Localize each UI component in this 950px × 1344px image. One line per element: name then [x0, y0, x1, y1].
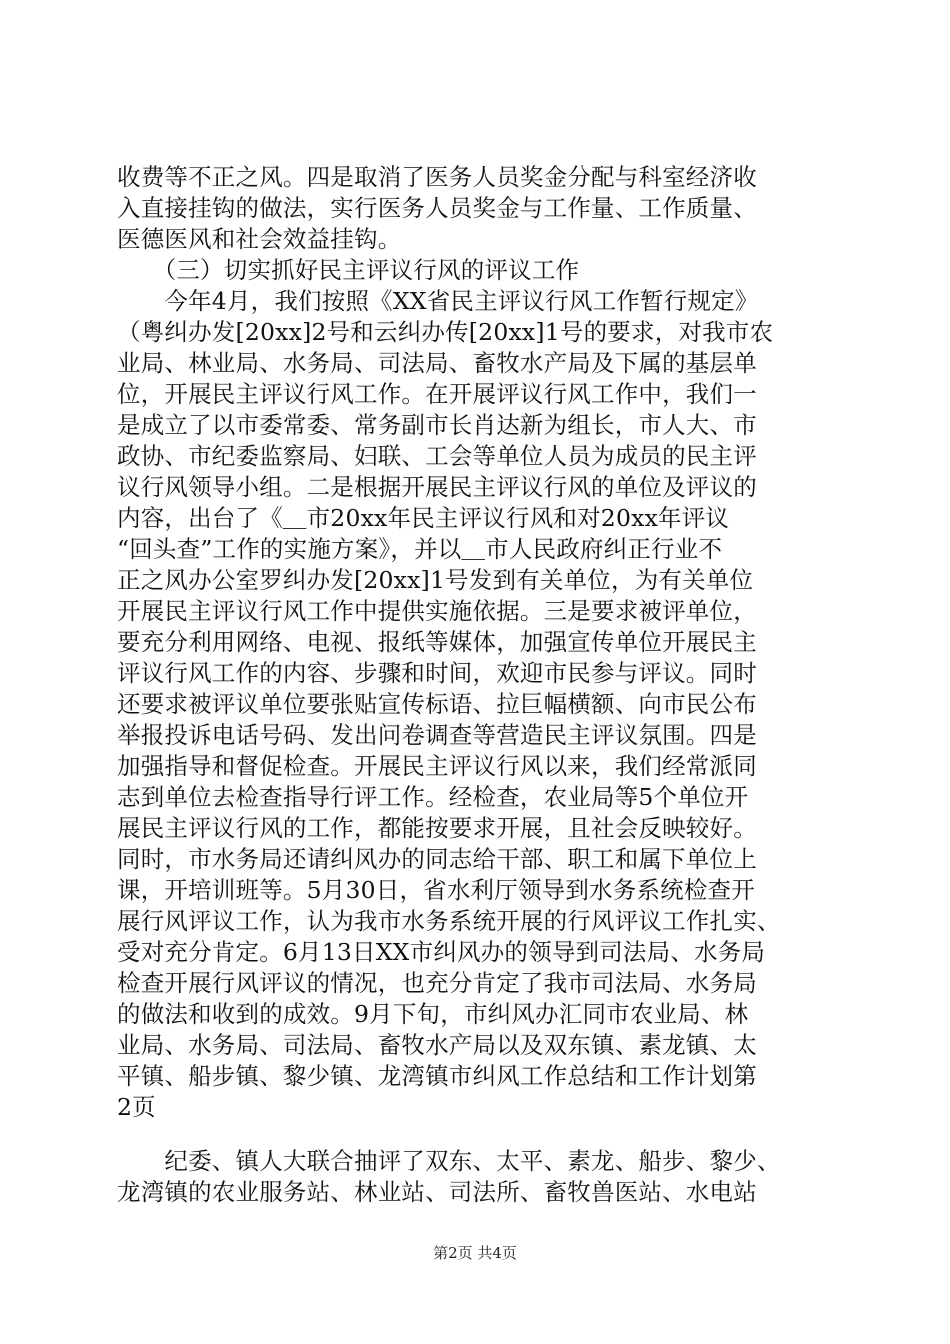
- text-line: 的做法和收到的成效。9月下旬，市纠风办汇同市农业局、林: [117, 1000, 749, 1028]
- text-line: 加强指导和督促检查。开展民主评议行风以来，我们经常派同: [117, 752, 757, 780]
- text-line: 业局、水务局、司法局、畜牧水产局以及双东镇、素龙镇、太: [117, 1031, 757, 1059]
- text-line: 还要求被评议单位要张贴宣传标语、拉巨幅横额、向市民公布: [117, 690, 757, 718]
- text-line: 是成立了以市委常委、常务副市长肖达新为组长，市人大、市: [117, 411, 757, 439]
- text-line: 同时，市水务局还请纠风办的同志给干部、职工和属下单位上: [117, 845, 757, 873]
- text-line: 志到单位去检查指导行评工作。经检查，农业局等5个单位开: [117, 783, 749, 811]
- text-block-1: [117, 162, 837, 1123]
- text-line: 纪委、镇人大联合抽评了双东、太平、素龙、船步、黎少、: [117, 1147, 781, 1175]
- text-line: 开展民主评议行风工作中提供实施依据。三是要求被评单位，: [117, 597, 757, 625]
- paragraph-gap: [117, 1123, 837, 1146]
- text-line: 正之风办公室罗纠办发[20xx]1号发到有关单位，为有关单位: [117, 566, 754, 594]
- text-line: 内容，出台了《＿市20xx年民主评议行风和对20xx年评议: [117, 504, 730, 532]
- text-line: 要充分利用网络、电视、报纸等媒体，加强宣传单位开展民主: [117, 628, 757, 656]
- body-text: [117, 162, 837, 1208]
- section-heading: （三）切实抓好民主评议行风的评议工作: [117, 256, 580, 284]
- text-line: 业局、林业局、水务局、司法局、畜牧水产局及下属的基层单: [117, 349, 757, 377]
- text-line: 政协、市纪委监察局、妇联、工会等单位人员为成员的民主评: [117, 442, 757, 470]
- text-line: 举报投诉电话号码、发出问卷调查等营造民主评议氛围。四是: [117, 721, 757, 749]
- text-line: “回头查”工作的实施方案》，并以＿市人民政府纠正行业不: [117, 535, 723, 563]
- text-line: 医德医风和社会效益挂钩。: [117, 225, 402, 253]
- text-line: 检查开展行风评议的情况，也充分肯定了我市司法局、水务局: [117, 969, 757, 997]
- text-line: 展行风评议工作，认为我市水务系统开展的行风评议工作扎实、: [117, 907, 781, 935]
- page-footer: 第2页 共4页: [433, 1244, 517, 1262]
- text-line: 议行风领导小组。二是根据开展民主评议行风的单位及评议的: [117, 473, 757, 501]
- text-line: 平镇、船步镇、黎少镇、龙湾镇市纠风工作总结和工作计划第: [117, 1062, 757, 1090]
- text-line: 位，开展民主评议行风工作。在开展评议行风工作中，我们一: [117, 380, 757, 408]
- text-line: （粤纠办发[20xx]2号和云纠办传[20xx]1号的要求，对我市农: [117, 318, 774, 346]
- text-line: 受对充分肯定。6月13日XX市纠风办的领导到司法局、水务局: [117, 938, 766, 966]
- text-block-2: [117, 1146, 837, 1208]
- text-line: 展民主评议行风的工作，都能按要求开展，且社会反映较好。: [117, 814, 757, 842]
- inline-page-marker: 2页: [117, 1093, 156, 1121]
- text-line: 评议行风工作的内容、步骤和时间，欢迎市民参与评议。同时: [117, 659, 757, 687]
- text-line: 今年4月，我们按照《XX省民主评议行风工作暂行规定》: [117, 287, 759, 315]
- text-line: 龙湾镇的农业服务站、林业站、司法所、畜牧兽医站、水电站: [117, 1178, 757, 1206]
- text-line: 课，开培训班等。5月30日，省水利厅领导到水务系统检查开: [117, 876, 755, 904]
- text-line: 收费等不正之风。四是取消了医务人员奖金分配与科室经济收: [117, 163, 757, 191]
- text-line: 入直接挂钩的做法，实行医务人员奖金与工作量、工作质量、: [117, 194, 757, 222]
